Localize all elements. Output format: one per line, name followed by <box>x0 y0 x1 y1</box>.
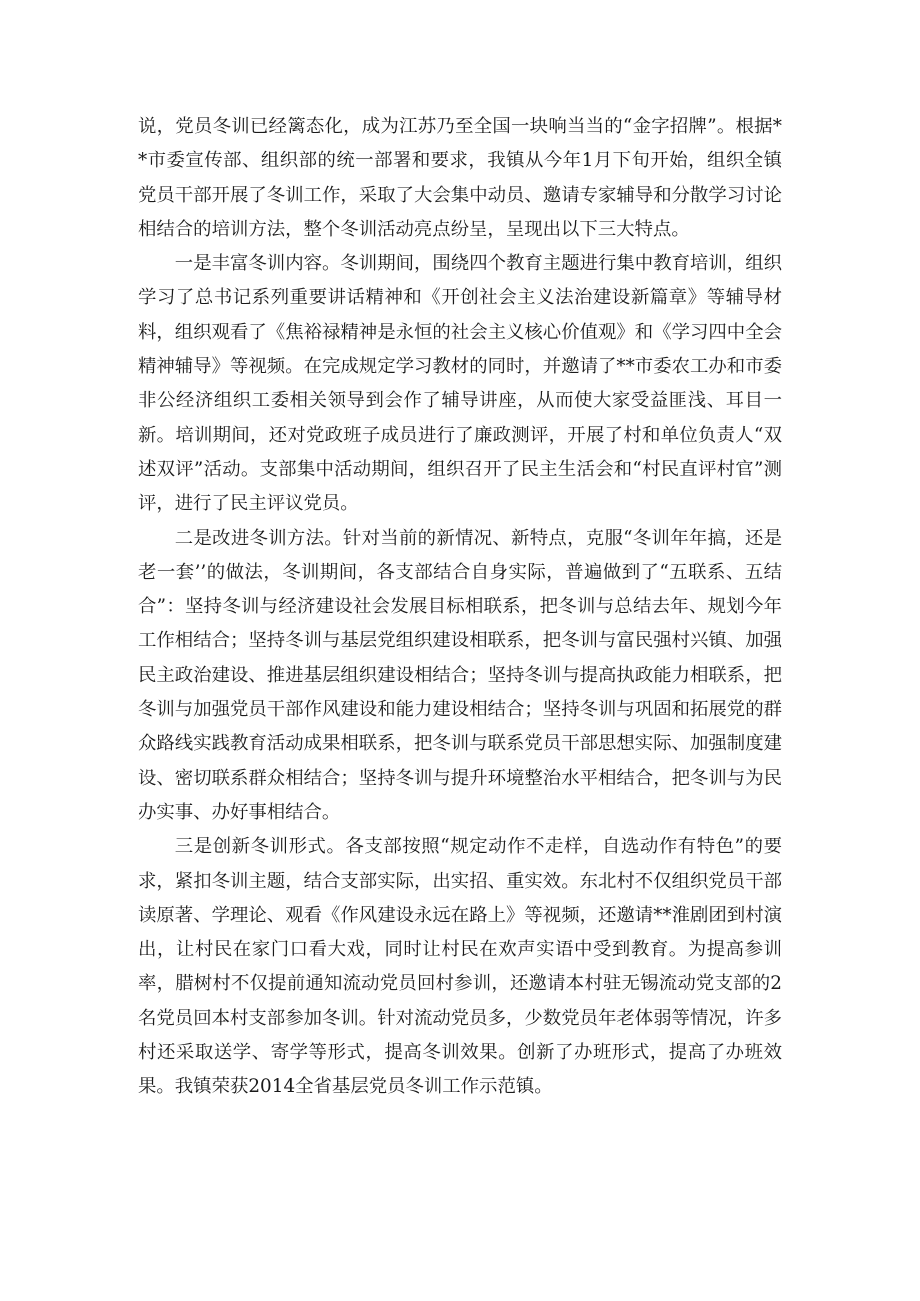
paragraph-content: 一是丰富冬训内容。冬训期间，围绕四个教育主题进行集中教育培训，组织学习了总书记系列重要讲话精神和《开创社会主义法治建设新篇章》等辅导材料，组织观看了《焦裕禄精神是永恒的社会主义核心价值观》和《学习四中全会精神辅导》等视频。在完成规定学习教材的同时，并邀请了**市委农工办和市委非公经济组织工委相关领导到会作了辅导讲座，从而使大家受益匪浅、耳目一新。培训期间，还对党政班子成员进行了廉政测评，开展了村和单位负责人“双述双评”活动。支部集中活动期间，组织召开了民主生活会和“村民直评村官”测评，进行了民主评议党员。 <box>138 253 782 515</box>
paragraph-form: 三是创新冬训形式。各支部按照“规定动作不走样，自选动作有特色”的要求，紧扣冬训主题，结合支部实际，出实招、重实效。东北村不仅组织党员干部读原著、学理论、观看《作风建设永远在路上》等视频，还邀请**淮剧团到村演出，让村民在家门口看大戏，同时让村民在欢声实语中受到教育。为提高参训率，腊树村不仅提前通知流动党员回村参训，还邀请本村驻无锡流动党支部的2名党员回本村支部参加冬训。针对流动党员多，少数党员年老体弱等情况，许多村还采取送学、寄学等形式，提高冬训效果。创新了办班形式，提高了办班效果。我镇荣获2014全省基层党员冬训工作示范镇。 <box>138 836 782 1098</box>
paragraph-method: 二是改进冬训方法。针对当前的新情况、新特点，克服“冬训年年搞，还是老一套’’的做法，冬训期间，各支部结合自身实际，普遍做到了“五联系、五结合”：坚持冬训与经济建设社会发展目标相联系，把冬训与总结去年、规划今年工作相结合；坚持冬训与基层党组织建设相联系，把冬训与富民强村兴镇、加强民主政治建设、推进基层组织建设相结合；坚持冬训与提高执政能力相联系，把冬训与加强党员干部作风建设和能力建设相结合；坚持冬训与巩固和拓展党的群众路线实践教育活动成果相联系，把冬训与联系党员干部思想实际、加强制度建设、密切联系群众相结合；坚持冬训与提升环境整治水平相结合，把冬训与为民办实事、办好事相结合。 <box>138 527 782 823</box>
paragraph-intro: 说，党员冬训已经篱态化，成为江苏乃至全国一块响当当的“金字招牌”。根据**市委宣传部、组织部的统一部署和要求，我镇从今年1月下旬开始，组织全镇党员干部开展了冬训工作，采取了大会集中动员、邀请专家辅导和分散学习讨论相结合的培训方法，整个冬训活动亮点纷呈，呈现出以下三大特点。 <box>138 116 782 240</box>
